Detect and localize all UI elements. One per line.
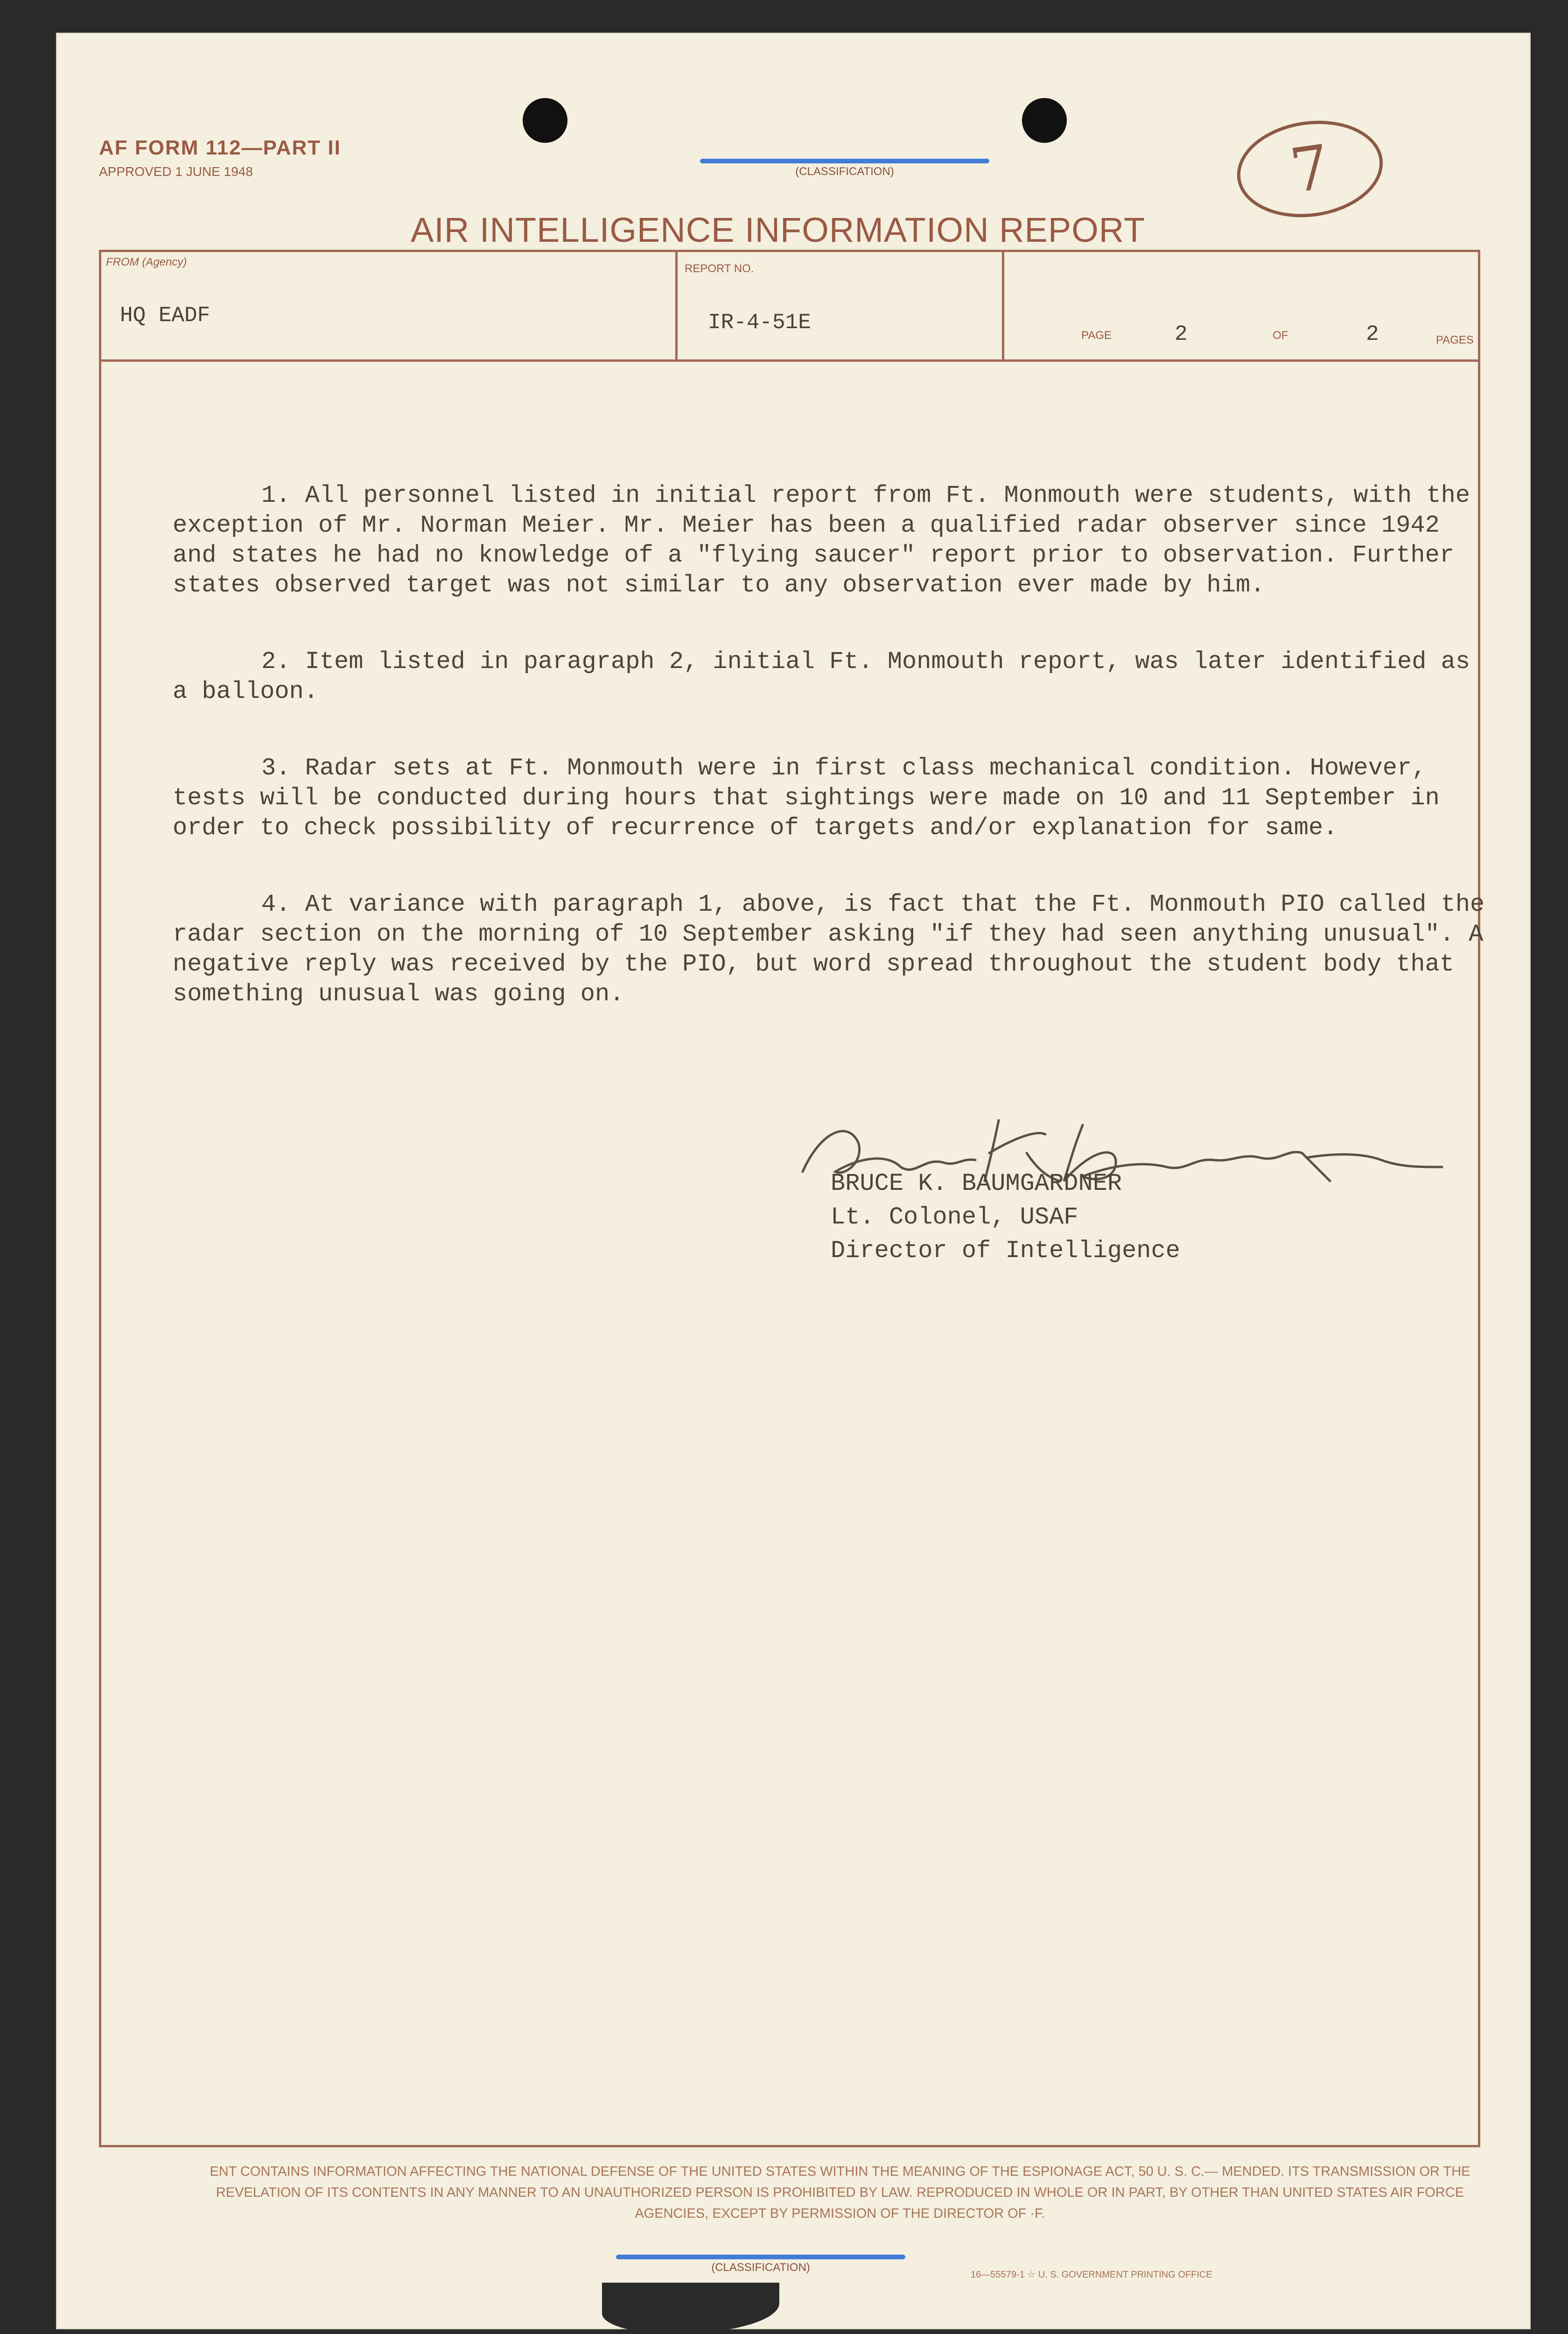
header-divider: [1002, 252, 1004, 359]
punch-hole: [1022, 98, 1067, 143]
classification-label: (CLASSIFICATION): [795, 165, 894, 178]
paragraph: 3. Radar sets at Ft. Monmouth were in first class mechanical condition. However, tests will be conducted during hours that sightings were made on 10 and 11 September in order to check possibility of recurrence of targets and/or explanation for same.: [173, 754, 1440, 842]
pencil-page-number: 7: [1231, 112, 1389, 226]
paragraph: 4. At variance with paragraph 1, above, is fact that the Ft. Monmouth PIO called the radar section on the morning of 10 September asking "if they had seen anything unusual". A negative reply was received by the PIO, but word spread throughout the student body that something unusual was going on.: [173, 891, 1485, 1008]
signer-title: Director of Intelligence: [831, 1237, 1180, 1265]
report-body: [173, 481, 1489, 1056]
signer-rank: Lt. Colonel, USAF: [831, 1203, 1078, 1231]
espionage-act-notice: ENT CONTAINS INFORMATION AFFECTING THE NATIONAL DEFENSE OF THE UNITED STATES WITHIN THE MEANING OF THE ESPIONAGE ACT, 50 U. S. C.— MENDED. ITS TRANSMISSION OR THE REVELATION OF ITS CONTENTS IN ANY MANNER TO AN UNAUTHORIZED PERSON IS PROHIBITED BY LAW. REPRODUCED IN WHOLE OR IN PART, BY OTHER THAN UNITED STATES AIR FORCE AGENCIES, EXCEPT BY PERMISSION OF THE DIRECTOR OF ·F.: [210, 2164, 1470, 2221]
report-title: AIR INTELLIGENCE INFORMATION REPORT: [411, 211, 1146, 249]
document-page: [56, 33, 1531, 2329]
of-value: 2: [1366, 322, 1379, 346]
report-no-label: REPORT NO.: [685, 262, 754, 275]
print-info: 16—55579-1 ☆ U. S. GOVERNMENT PRINTING OFFICE: [971, 2270, 1212, 2280]
form-approved-date: APPROVED 1 JUNE 1948: [99, 164, 253, 179]
classification-top: [700, 159, 989, 178]
torn-edge: [602, 2283, 779, 2334]
pages-label: PAGES: [1436, 334, 1474, 346]
classification-bottom: [616, 2255, 905, 2274]
report-header-box: [99, 250, 1480, 362]
punch-hole: [523, 98, 567, 143]
from-label: FROM (Agency): [106, 256, 187, 268]
classification-label: (CLASSIFICATION): [711, 2261, 810, 2274]
paragraph: 1. All personnel listed in initial report from Ft. Monmouth were students, with the exception of Mr. Norman Meier. Mr. Meier has been a qualified radar observer since 1942 and states he had no knowledge of a "flying saucer" report prior to observation. Further states observed target was not similar to any observation ever made by him.: [173, 482, 1470, 599]
signer-name: BRUCE K. BAUMGARDNER: [831, 1170, 1122, 1197]
signature-block: [831, 1167, 1180, 1268]
of-label: OF: [1273, 329, 1288, 342]
header-divider: [675, 252, 678, 359]
redaction-mark: [700, 159, 989, 163]
paragraph: 2. Item listed in paragraph 2, initial Ft. Monmouth report, was later identified as a balloon.: [173, 648, 1470, 705]
report-no-value: IR-4-51E: [708, 310, 811, 335]
redaction-mark: [616, 2255, 905, 2259]
page-label: PAGE: [1081, 329, 1112, 342]
page-value: 2: [1175, 322, 1188, 346]
from-value: HQ EADF: [120, 303, 210, 328]
form-id: AF FORM 112—PART II: [99, 136, 341, 159]
